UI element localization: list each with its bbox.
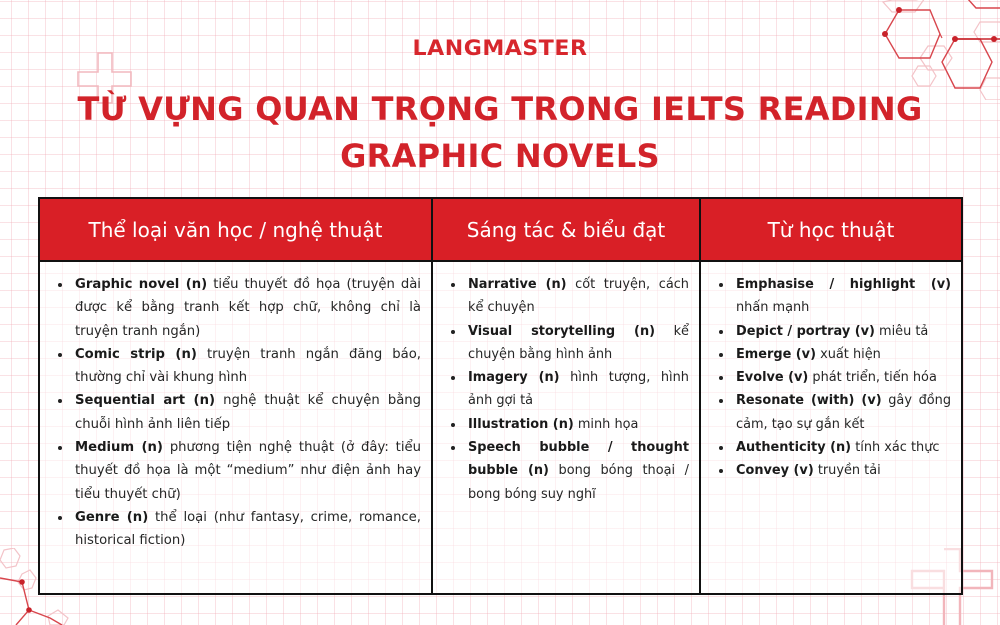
vocab-definition: tiểu thuyết đồ họa (truyện dài được kể bằng tranh kết hợp chữ, không chỉ là truyện tranh ngắn)	[75, 277, 421, 339]
vocab-item	[715, 459, 951, 482]
vocab-definition: cốt truyện, cách kể chuyện	[468, 277, 689, 316]
column-creation-expression	[431, 262, 699, 593]
vocab-term: Sequential art (n)	[75, 393, 215, 409]
vocabulary-table	[38, 197, 963, 595]
vocab-term: Speech bubble / thought bubble (n)	[468, 440, 689, 479]
column-header-academic-words: Từ học thuật	[699, 199, 961, 262]
vocab-definition: phương tiện nghệ thuật (ở đây: tiểu thuyết đồ họa là một “medium” như điện ảnh hay tiểu thuyết chữ)	[75, 440, 421, 502]
vocab-item	[447, 413, 689, 436]
vocab-item	[715, 320, 951, 343]
vocab-term: Evolve (v)	[736, 370, 809, 386]
vocab-definition: phát triển, tiến hóa	[812, 370, 937, 386]
vocab-definition: nghệ thuật kể chuyện bằng chuỗi hình ảnh liên tiếp	[75, 393, 422, 432]
vocab-definition: tính xác thực	[855, 440, 940, 456]
vocab-item	[447, 436, 689, 506]
vocab-item	[715, 436, 951, 459]
column-header-literary-genres: Thể loại văn học / nghệ thuật	[40, 199, 431, 262]
vocab-term: Convey (v)	[736, 463, 814, 479]
column-header-creation-expression: Sáng tác & biểu đạt	[431, 199, 699, 262]
vocab-list	[715, 273, 951, 483]
vocab-item	[715, 273, 951, 320]
vocab-item	[54, 273, 421, 343]
vocab-item	[54, 506, 421, 553]
vocab-definition: nhấn mạnh	[736, 300, 810, 316]
vocab-definition: truyện tranh ngắn đăng báo, thường chỉ vài khung hình	[75, 346, 421, 386]
page-title-line-2: GRAPHIC NOVELS	[340, 137, 660, 175]
vocab-definition: hình tượng, hình ảnh gợi tả	[468, 370, 689, 409]
column-literary-genres	[40, 262, 431, 593]
vocab-list	[447, 273, 689, 506]
vocab-item	[54, 343, 421, 390]
vocab-definition: bong bóng thoại / bong bóng suy nghĩ	[468, 463, 689, 502]
vocab-item	[715, 366, 951, 389]
vocab-term: Imagery (n)	[468, 370, 560, 386]
vocab-term: Comic strip (n)	[75, 346, 197, 362]
page-title-line-1: TỪ VỰNG QUAN TRỌNG TRONG IELTS READING	[77, 90, 923, 128]
vocab-term: Authenticity (n)	[736, 440, 852, 456]
vocab-item	[447, 273, 689, 320]
vocab-definition: minh họa	[577, 416, 639, 432]
vocab-term: Medium (n)	[75, 440, 163, 456]
vocab-term: Depict / portray (v)	[736, 323, 875, 339]
vocab-definition: miêu tả	[879, 323, 929, 339]
vocab-definition: gây đồng cảm, tạo sự gắn kết	[736, 393, 951, 432]
vocab-list	[54, 273, 421, 553]
vocab-term: Visual storytelling (n)	[468, 323, 656, 339]
vocab-item	[447, 320, 689, 367]
vocab-item	[54, 389, 421, 436]
vocab-item	[715, 389, 951, 436]
vocab-item	[715, 343, 951, 366]
vocab-term: Graphic novel (n)	[75, 277, 208, 292]
vocab-term: Emphasise / highlight (v)	[736, 277, 951, 292]
vocab-term: Resonate (with) (v)	[736, 393, 882, 409]
vocab-term: Emerge (v)	[736, 346, 816, 362]
vocab-definition: thể loại (như fantasy, crime, romance, historical fiction)	[75, 509, 421, 549]
vocab-definition: xuất hiện	[820, 346, 881, 362]
vocab-term: Illustration (n)	[468, 416, 574, 432]
vocab-definition: truyền tải	[817, 463, 881, 479]
brand-logo: LANGMASTER	[412, 36, 588, 60]
vocab-item	[447, 366, 689, 413]
vocab-item	[54, 436, 421, 506]
vocab-term: Genre (n)	[75, 509, 149, 525]
vocab-definition: kể chuyện bằng hình ảnh	[468, 323, 689, 362]
vocab-term: Narrative (n)	[468, 277, 567, 292]
column-academic-words	[699, 262, 961, 593]
page-title	[0, 86, 1000, 180]
